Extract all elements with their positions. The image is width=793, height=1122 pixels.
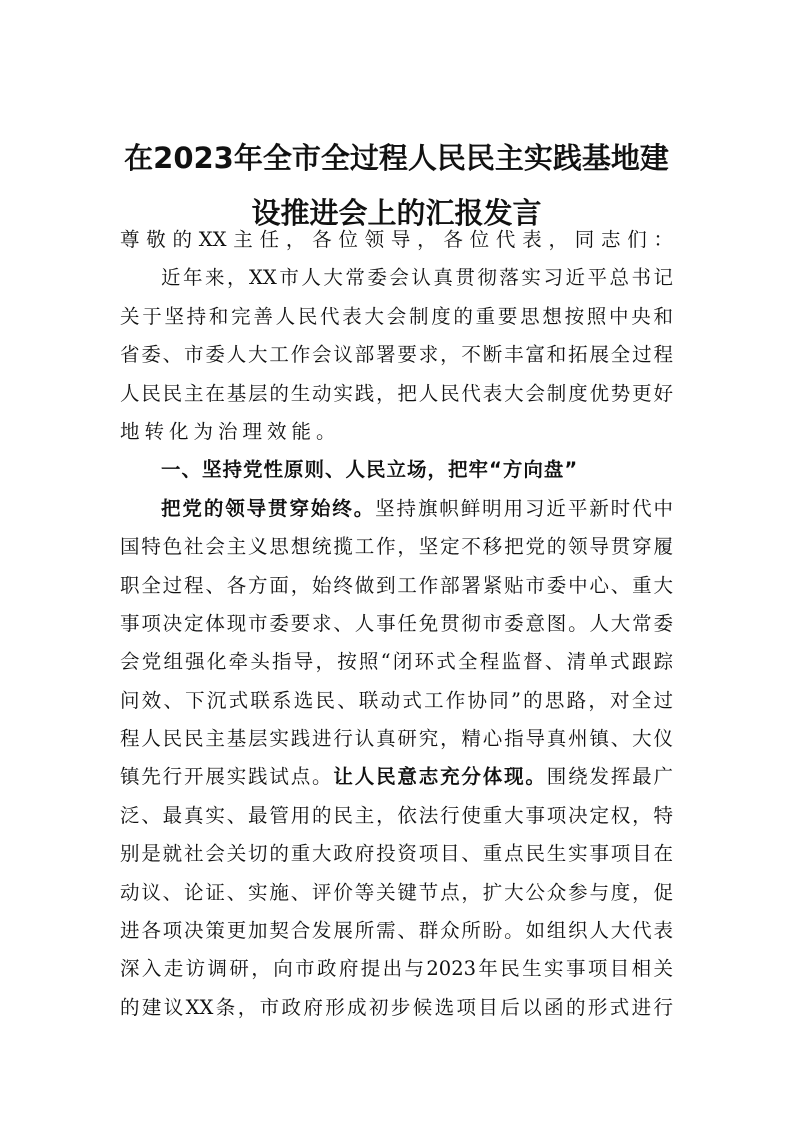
paragraph-line: 职全过程、各方面，始终做到工作部署紧贴市委中心、重大 — [120, 573, 673, 597]
paragraph-line: 国特色社会主义思想统揽工作，坚定不移把党的领导贯穿履 — [120, 535, 673, 559]
paragraph-text: 围绕发挥最广 — [546, 765, 673, 789]
paragraph-line: 关于坚持和完善人民代表大会制度的重要思想按照中央和 — [120, 304, 673, 328]
salutation: 尊敬的XX主任，各位领导，各位代表，同志们： — [120, 228, 673, 251]
paragraph-line: 人民民主在基层的生动实践，把人民代表大会制度优势更好 — [120, 381, 673, 405]
paragraph-line: 事项决定体现市委要求、人事任免贯彻市委意图。人大常委 — [120, 611, 673, 635]
paragraph-line: 会党组强化牵头指导，按照“闭环式全程监督、清单式跟踪 — [120, 650, 673, 674]
paragraph-line: 地转化为治理效能。 — [120, 419, 341, 443]
bold-lead: 让人民意志充分体现。 — [333, 765, 547, 789]
paragraph-line: 泛、最真实、最管用的民主，依法行使重大事项决定权，特 — [120, 803, 673, 827]
paragraph-line: 动议、论证、实施、评价等关键节点，扩大公众参与度，促 — [120, 880, 673, 904]
paragraph-line: 程人民民主基层实践进行认真研究，精心指导真州镇、大仪 — [120, 727, 673, 751]
bold-lead: 把党的领导贯穿始终。 — [161, 496, 376, 520]
paragraph-line: 近年来，XX市人大常委会认真贯彻落实习近平总书记 — [161, 266, 673, 290]
section-heading: 一、坚持党性原则、人民立场，把牢“方向盘” — [161, 458, 579, 482]
paragraph-line — [120, 758, 673, 796]
paragraph-line: 问效、下沉式联系选民、联动式工作协同”的思路，对全过 — [120, 688, 673, 712]
paragraph-line — [120, 490, 673, 528]
paragraph-line: 省委、市委人大工作会议部署要求，不断丰富和拓展全过程 — [120, 343, 673, 367]
paragraph-line: 深入走访调研，向市政府提出与2023年民生实事项目相关 — [120, 957, 673, 981]
paragraph-text: 镇先行开展实践试点。 — [120, 765, 334, 789]
document-title-line-1: 在2023年全市全过程人民民主实践基地建 — [124, 141, 669, 175]
paragraph-line: 的建议XX条，市政府形成初步候选项目后以函的形式进行 — [120, 995, 673, 1019]
document-title-line-2: 设推进会上的汇报发言 — [251, 196, 542, 230]
paragraph-text: 坚持旗帜鲜明用习近平新时代中 — [375, 496, 673, 520]
paragraph-line: 进各项决策更加契合发展所需、群众所盼。如组织人大代表 — [120, 919, 673, 943]
document-body — [120, 221, 673, 1027]
paragraph-line: 别是就社会关切的重大政府投资项目、重点民生实事项目在 — [120, 842, 673, 866]
